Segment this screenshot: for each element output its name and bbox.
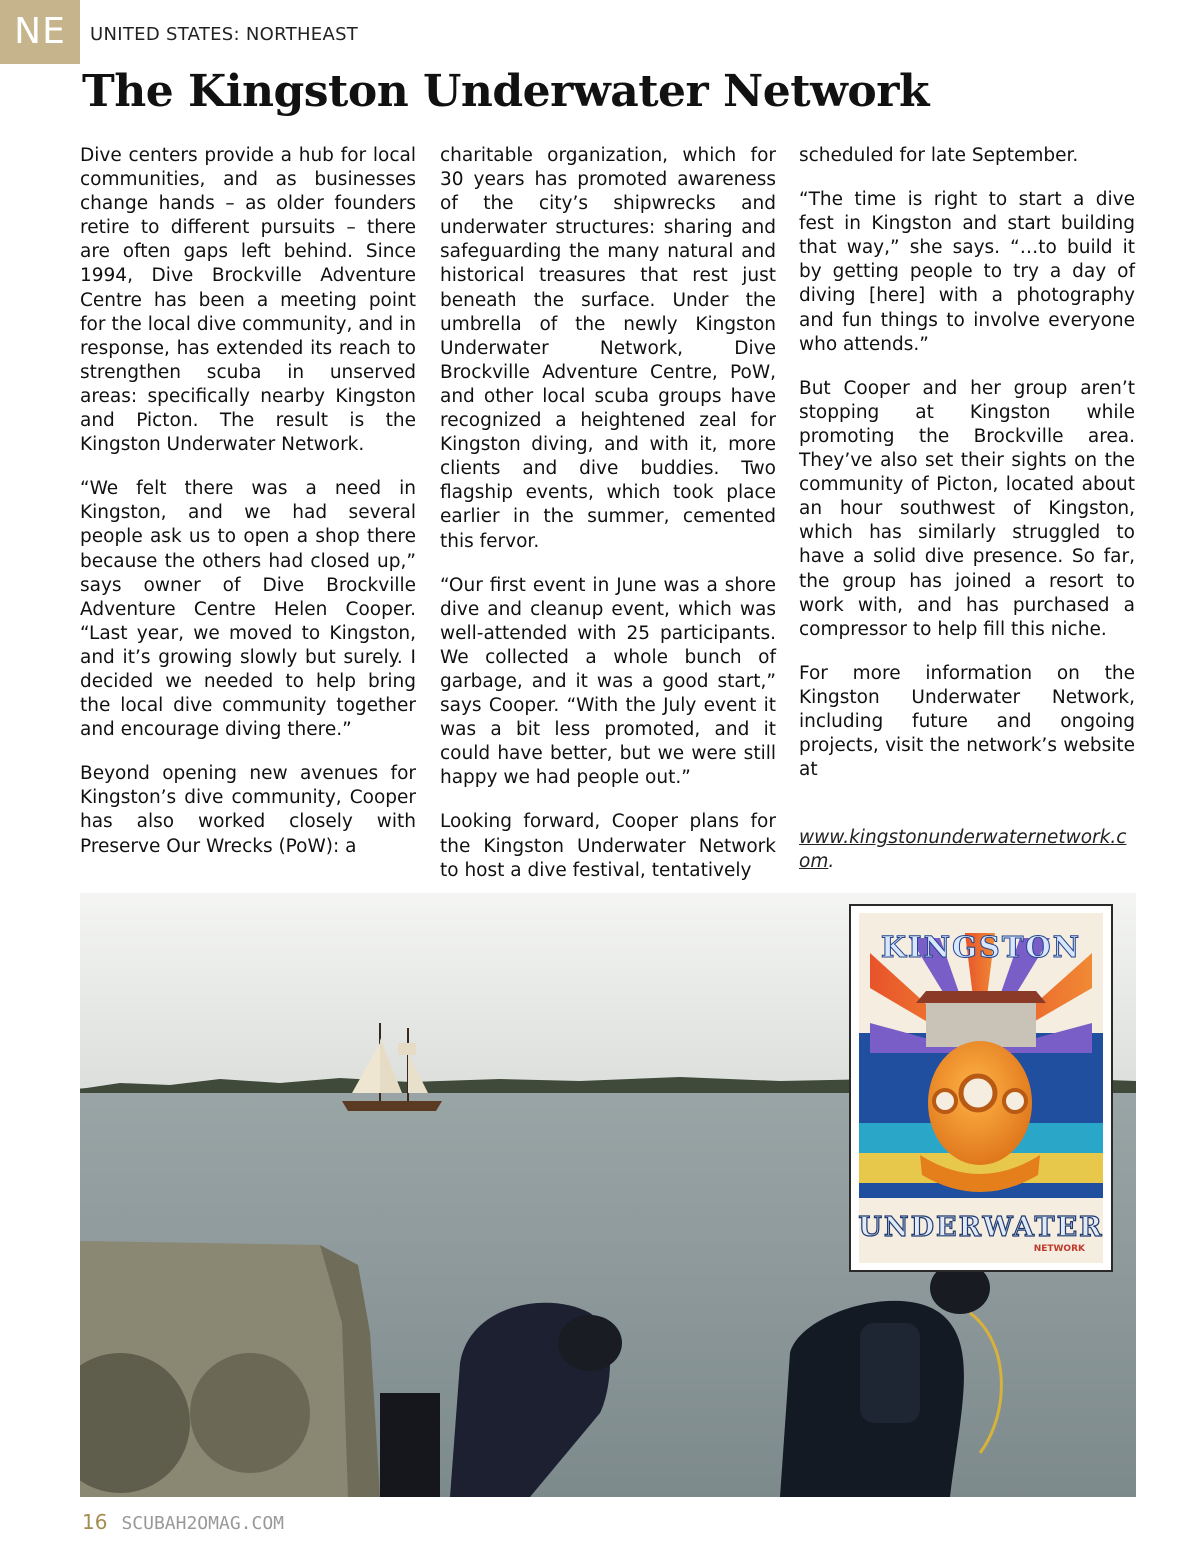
paragraph: “Our first event in June was a shore dive and cleanup event, which was well-attended with 25 participants. We collected a whole bunch of garbage, and it was a good start,” says Cooper. “With the July event it was a bit less promoted, and it could have better, but we were still happy we had people out.” xyxy=(440,574,776,789)
website-link[interactable]: www.kingstonunderwaternetwork.com xyxy=(799,827,1127,873)
site-name: SCUBAH2OMAG.COM xyxy=(121,1513,285,1534)
column-1 xyxy=(80,144,416,879)
paragraph: Looking forward, Cooper plans for the Kingston Underwater Network to host a dive festival, tentatively xyxy=(440,811,776,881)
paragraph: “The time is right to start a dive fest in Kingston and start building that way,” she says. “…to build it by getting people to try a day of diving [here] with a photography and fun things to involve everyone who attends.” xyxy=(799,189,1135,355)
paragraph: For more information on the Kingston Underwater Network, including future and ongoing projects, visit the network’s website at xyxy=(799,662,1135,781)
article-photo xyxy=(80,893,1136,1497)
paragraph: charitable organization, which for 30 years has promoted awareness of the city’s shipwrecks and underwater structures: sharing and safeguarding the many natural and historical treasures that rest just beneath the surface. Under the umbrella of the newly Kingston Underwater Network, Dive Brockville Adventure Centre, PoW, and other local scuba groups have recognized a heightened zeal for Kingston diving, and with it, more clients and dive buddies. Two flagship events, which took place earlier in the summer, cemented this fervor. xyxy=(440,145,776,552)
website-link-line xyxy=(799,826,1135,874)
kingston-underwater-logo xyxy=(850,905,1112,1271)
paragraph: Dive centers provide a hub for local communities, and as businesses change hands – as older founders retire to different pursuits – there are often gaps left behind. Since 1994, Dive Brockville Adventure Centre has been a meeting point for the local dive community, and in response, has extended its reach to strengthen scuba in unserved areas: specifically nearby Kingston and Picton. The result is the Kingston Underwater Network. xyxy=(80,145,416,456)
concrete-breakwater xyxy=(80,1241,380,1497)
paragraph: scheduled for late September. xyxy=(799,145,1079,166)
column-3 xyxy=(799,144,1135,894)
article-title: The Kingston Underwater Network xyxy=(82,66,929,117)
column-2 xyxy=(440,144,776,903)
paragraph: But Cooper and her group aren’t stopping at Kingston while promoting the Brockville area. They’ve also set their sights on the community of Picton, located about an hour southwest of Kingston, which has similarly struggled to have a solid dive presence. So far, the group has joined a resort to work with, and has purchased a compressor to help fill this niche. xyxy=(799,377,1135,640)
lake-scene xyxy=(80,893,1136,1497)
page-number: 16 xyxy=(82,1510,108,1534)
paragraph: Beyond opening new avenues for Kingston’s dive community, Cooper has also worked closely with Preserve Our Wrecks (PoW): a xyxy=(80,763,416,857)
website-suffix: . xyxy=(828,851,835,873)
region-label: UNITED STATES: NORTHEAST xyxy=(90,24,359,45)
logo-network-text: NETWORK xyxy=(1033,1244,1085,1254)
paragraph: “We felt there was a need in Kingston, and we had several people ask us to open a shop there because the others had closed up,” says owner of Dive Brockville Adventure Centre Helen Cooper. “Last year, we moved to Kingston, and it’s growing slowly but surely. I decided we needed to help bring the local dive community together and encourage diving there.” xyxy=(80,478,416,741)
region-tab: NE xyxy=(0,0,80,64)
page-footer xyxy=(82,1510,284,1534)
logo-subtitle: UNDERWATER xyxy=(858,1212,1104,1243)
logo-title: KINGSTON xyxy=(880,930,1082,964)
